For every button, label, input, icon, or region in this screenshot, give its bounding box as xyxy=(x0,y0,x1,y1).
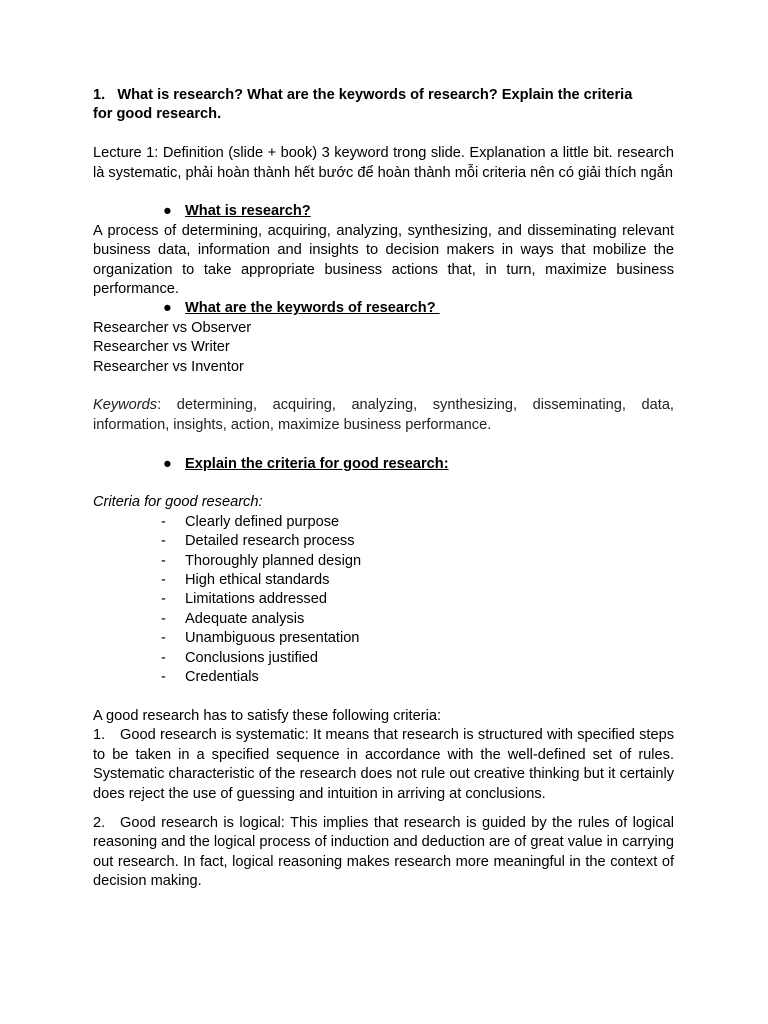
question-heading xyxy=(93,86,674,125)
bullet-icon: ● xyxy=(163,300,172,317)
list-item: - Credentials xyxy=(161,669,259,686)
comparison-line: Researcher vs Observer xyxy=(93,319,252,336)
list-item: - Thoroughly planned design xyxy=(161,552,362,569)
criteria-intro: Criteria for good research: xyxy=(93,494,263,511)
criteria-lead: A good research has to satisfy these following criteria: xyxy=(93,707,441,724)
list-item: - Conclusions justified xyxy=(161,649,319,666)
bullet-keywords xyxy=(93,299,674,318)
bullet-criteria xyxy=(93,455,674,474)
question-text-line1: What is research? What are the keywords of research? Explain the criteria xyxy=(117,87,633,103)
keywords-text: : determining, acquiring, analyzing, synthesizing, disseminating, data, information, insights, action, maximize business performance. xyxy=(93,397,674,433)
question-text-line2: for good research. xyxy=(93,106,222,123)
point-text: Good research is logical: This implies that research is guided by the rules of logical reasoning and the logical process of induction and deduction are of great value in carrying out research. In fact, logical reasoning makes research more meaningful in the context of decision making. xyxy=(93,814,674,890)
point-text: Good research is systematic: It means that research is structured with specified steps to be taken in a specified sequence in accordance with the well-defined set of rules. Systematic characteristic of the research does not rule out creative thinking but it certainly does reject the use of guessing and intuition in arriving at conclusions. xyxy=(93,727,674,802)
bullet-label: Explain the criteria for good research: xyxy=(185,455,449,472)
list-item: - Unambiguous presentation xyxy=(161,630,360,647)
lecture-note: Lecture 1: Definition (slide + book) 3 keyword trong slide. Explanation a little bit. research là systematic, phải hoàn thành hết bước để hoàn thành mỗi criteria nên có giải thích ngắn xyxy=(93,145,674,181)
point-number: 2. xyxy=(93,814,106,831)
criteria-point xyxy=(93,814,674,892)
definition-paragraph: A process of determining, acquiring, analyzing, synthesizing, and disseminating relevant business data, information and insights to decision makers in ways that mobilize the organization to take appropriate business actions that, in turn, maximize business performance. xyxy=(93,222,674,298)
bullet-what-is-research xyxy=(93,202,674,221)
bullet-label: What is research? xyxy=(185,203,311,220)
keywords-label: Keywords xyxy=(93,397,158,414)
list-item: - Adequate analysis xyxy=(161,610,305,627)
bullet-icon: ● xyxy=(163,455,172,472)
comparison-line: Researcher vs Inventor xyxy=(93,358,244,375)
list-item: - Detailed research process xyxy=(161,533,355,550)
point-number: 1. xyxy=(93,727,106,744)
question-number: 1. xyxy=(93,87,106,103)
criteria-point xyxy=(93,726,674,804)
bullet-label: What are the keywords of research? xyxy=(185,300,440,317)
comparison-line: Researcher vs Writer xyxy=(93,339,230,356)
list-item: - Clearly defined purpose xyxy=(161,513,340,530)
document-page xyxy=(93,86,674,892)
keywords-paragraph xyxy=(93,396,674,435)
bullet-icon: ● xyxy=(163,203,172,220)
list-item: - High ethical standards xyxy=(161,572,330,589)
list-item: - Limitations addressed xyxy=(161,591,327,608)
